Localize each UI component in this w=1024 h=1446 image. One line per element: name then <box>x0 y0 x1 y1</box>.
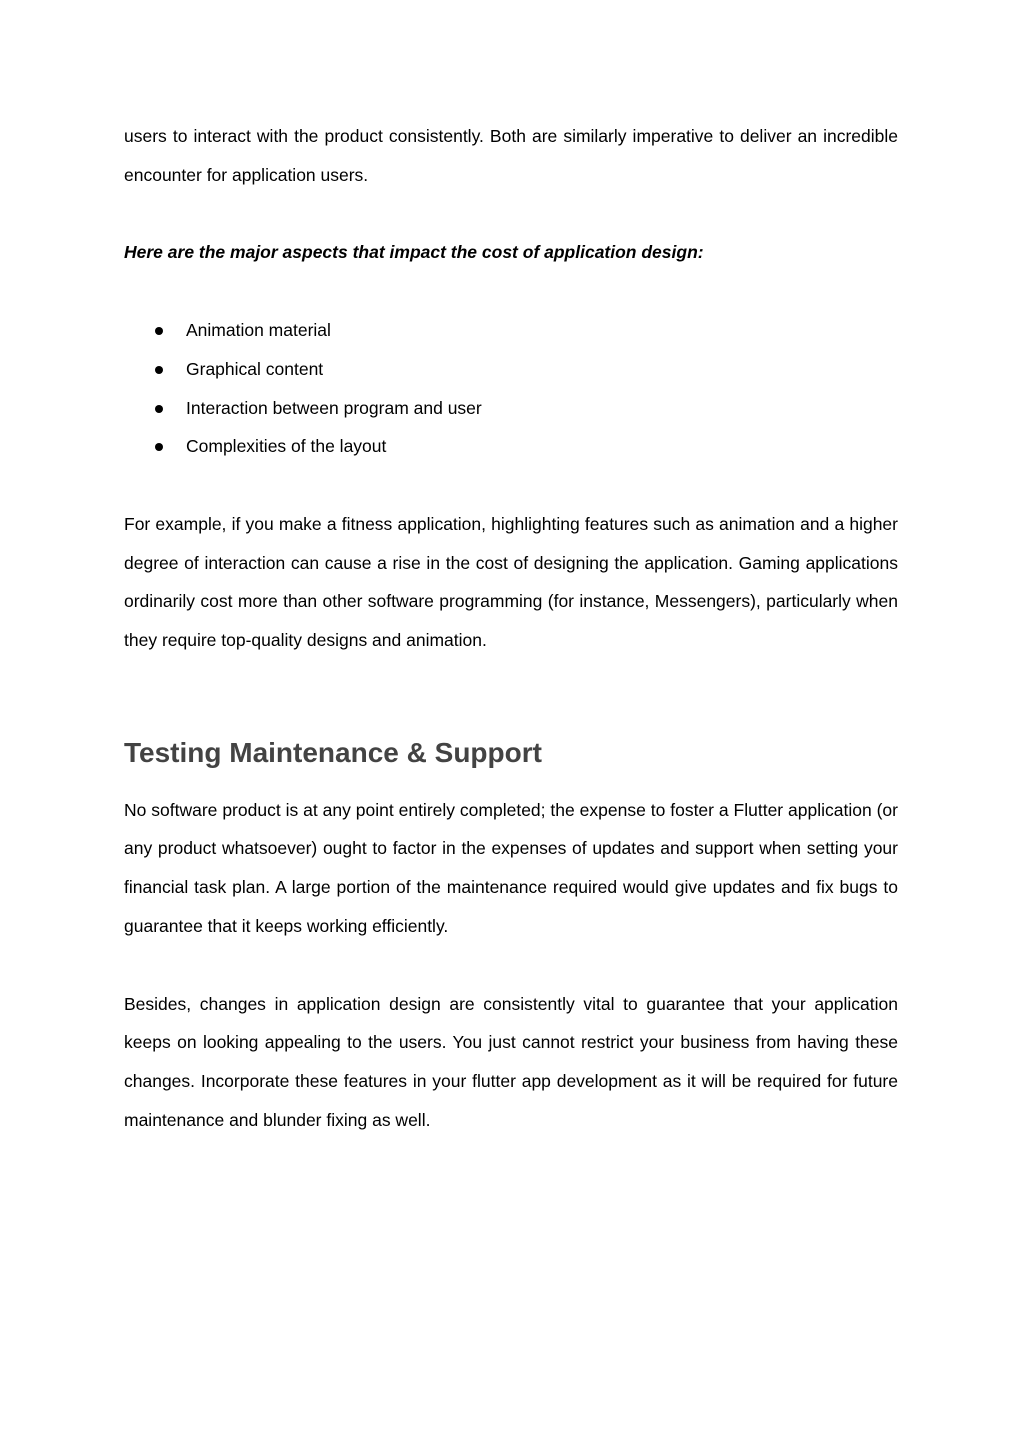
list-item <box>124 389 898 428</box>
cost-aspects-lead-in: Here are the major aspects that impact the cost of application design: <box>124 242 704 263</box>
maintenance-paragraph: No software product is at any point entirely completed; the expense to foster a Flutter application (or any product whatsoever) ought to factor in the expenses of updates and support when setting your financial task plan. A large portion of the maintenance required would give updates and fix bugs to guarantee that it keeps working efficiently. <box>124 799 898 936</box>
example-paragraph: For example, if you make a fitness application, highlighting features such as animation and a higher degree of interaction can cause a rise in the cost of designing the application. Gaming applications ordinarily cost more than other software programming (for instance, Messengers), particularly when they require top-quality designs and animation. <box>124 513 898 651</box>
list-item-text: Interaction between program and user <box>186 397 482 418</box>
list-item <box>124 427 898 466</box>
intro-paragraph: users to interact with the product consistently. Both are similarly imperative to deliver an incredible encounter for application users. <box>124 126 898 185</box>
bullet-icon <box>155 327 163 335</box>
cost-aspects-list <box>124 311 898 466</box>
bullet-icon <box>155 443 163 451</box>
list-item-text: Complexities of the layout <box>186 436 387 457</box>
section-heading: Testing Maintenance & Support <box>124 736 542 768</box>
bullet-icon <box>155 405 163 413</box>
bullet-icon <box>155 366 163 374</box>
list-item <box>124 311 898 350</box>
document-body <box>124 117 898 1139</box>
list-item-text: Graphical content <box>186 358 324 379</box>
besides-paragraph: Besides, changes in application design are consistently vital to guarantee that your application keeps on looking appealing to the users. You just cannot restrict your business from having these changes. Incorporate these features in your flutter app development as it will be required for future maintenance and blunder fixing as well. <box>124 993 898 1130</box>
list-item-text: Animation material <box>186 320 331 341</box>
list-item <box>124 350 898 389</box>
